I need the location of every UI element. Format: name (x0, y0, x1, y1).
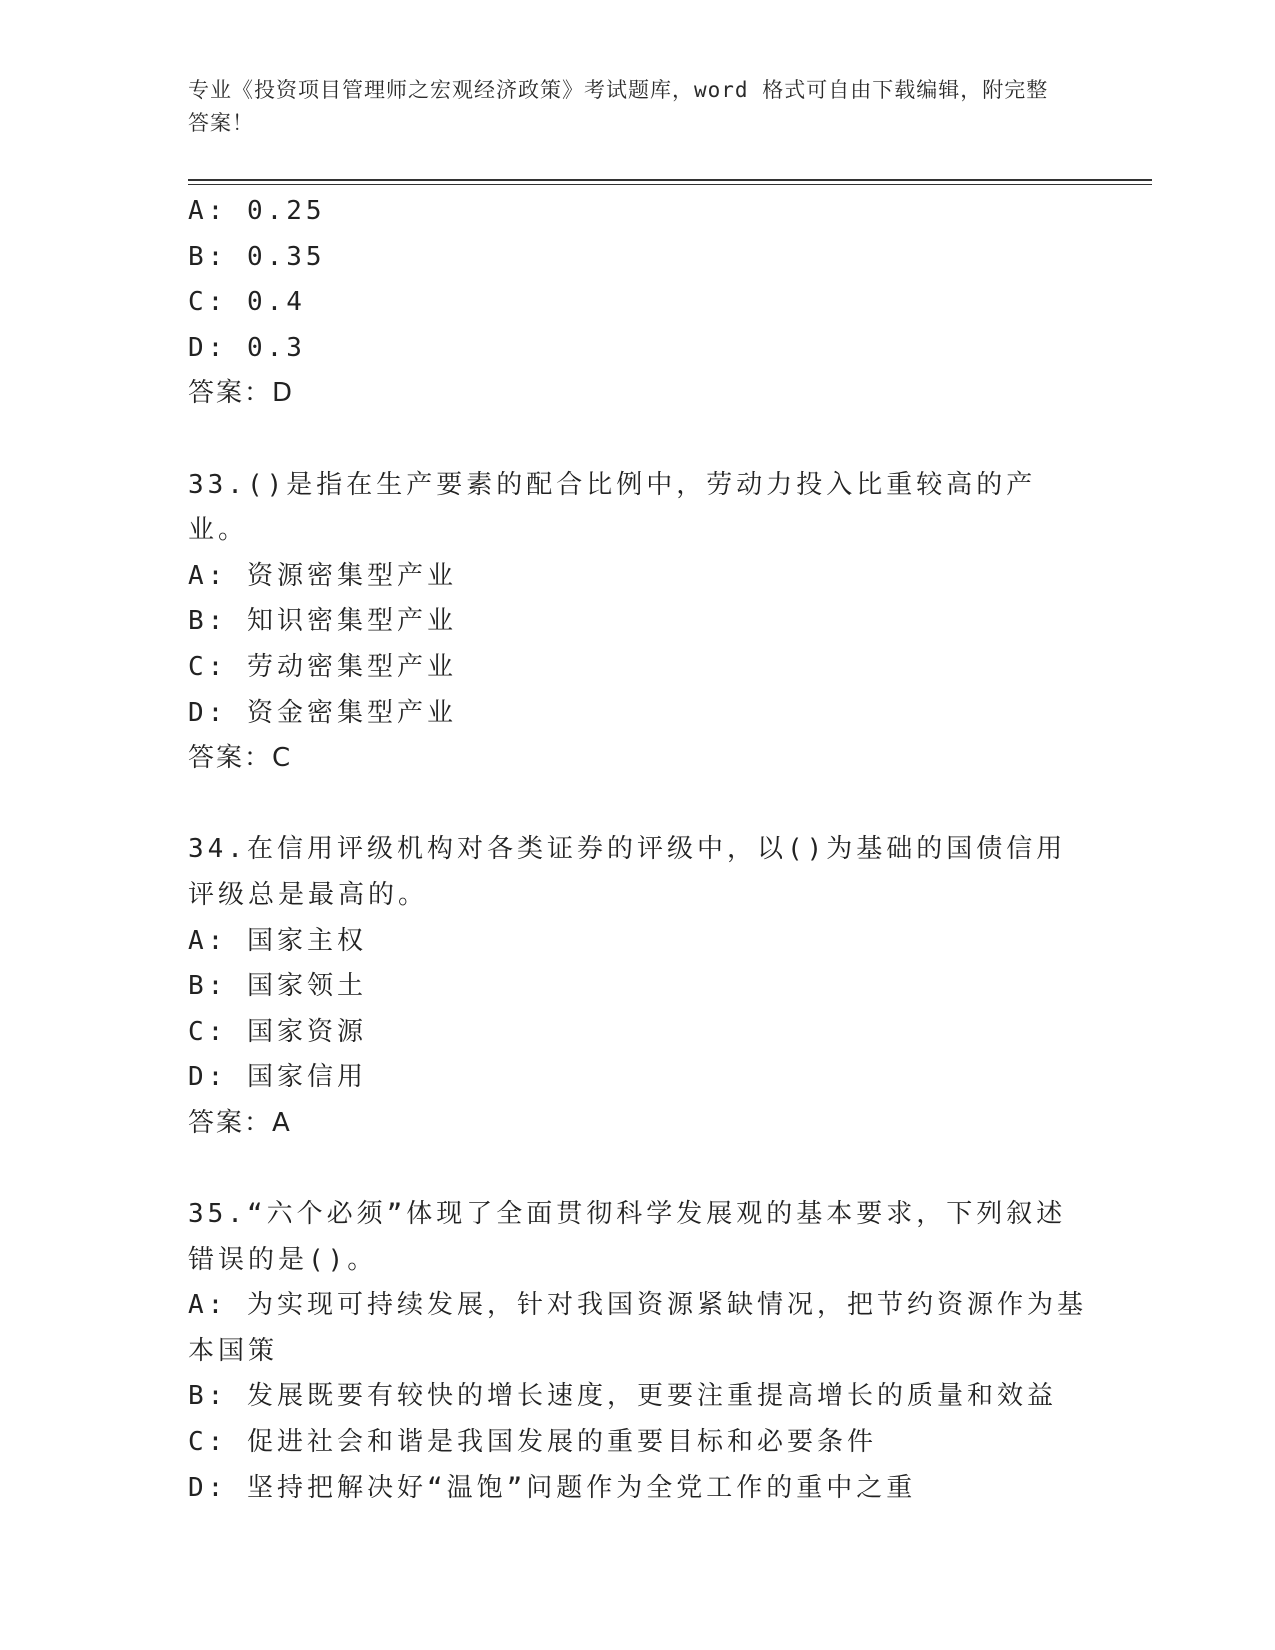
answer-line: 答案：C (188, 743, 293, 774)
answer-line: 答案：D (188, 378, 295, 409)
option-a: A: 为实现可持续发展，针对我国资源紧缺情况，把节约资源作为基本国策 (188, 1290, 1087, 1366)
header-divider-thin (188, 184, 1152, 185)
option-c: C: 国家资源 (188, 1016, 367, 1047)
question-stem: 35.“六个必须”体现了全面贯彻科学发展观的基本要求，下列叙述错误的是()。 (188, 1199, 1067, 1275)
option-c: C: 劳动密集型产业 (188, 651, 457, 682)
header-divider (188, 179, 1152, 181)
header-text: 专业《投资项目管理师之宏观经济政策》考试题库，word 格式可自由下载编辑，附完整答案！ (188, 78, 1049, 135)
answer-line: 答案：A (188, 1107, 292, 1138)
option-b: B: 国家领土 (188, 971, 367, 1002)
option-d: D: 资金密集型产业 (188, 697, 457, 728)
option-a: A: 国家主权 (188, 925, 367, 956)
option-c: C: 0.4 (188, 287, 306, 318)
question-content (188, 189, 1088, 1511)
question-34 (188, 827, 1088, 1146)
option-b: B: 0.35 (188, 241, 326, 272)
option-d: D: 坚持把解决好“温饱”问题作为全党工作的重中之重 (188, 1472, 917, 1503)
question-stem: 33.()是指在生产要素的配合比例中，劳动力投入比重较高的产业。 (188, 469, 1037, 546)
option-a: A: 资源密集型产业 (188, 560, 457, 591)
question-stem: 34.在信用评级机构对各类证券的评级中，以()为基础的国债信用评级总是最高的。 (188, 834, 1067, 910)
question-33 (188, 463, 1088, 782)
option-b: B: 知识密集型产业 (188, 606, 457, 637)
option-a: A: 0.25 (188, 196, 326, 226)
prev-question-block (188, 189, 1088, 417)
option-d: D: 0.3 (188, 332, 306, 363)
option-d: D: 国家信用 (188, 1062, 367, 1093)
option-c: C: 促进社会和谐是我国发展的重要目标和必要条件 (188, 1427, 877, 1458)
question-35 (188, 1192, 1088, 1511)
option-b: B: 发展既要有较快的增长速度，更要注重提高增长的质量和效益 (188, 1381, 1057, 1412)
document-header (188, 74, 1068, 140)
